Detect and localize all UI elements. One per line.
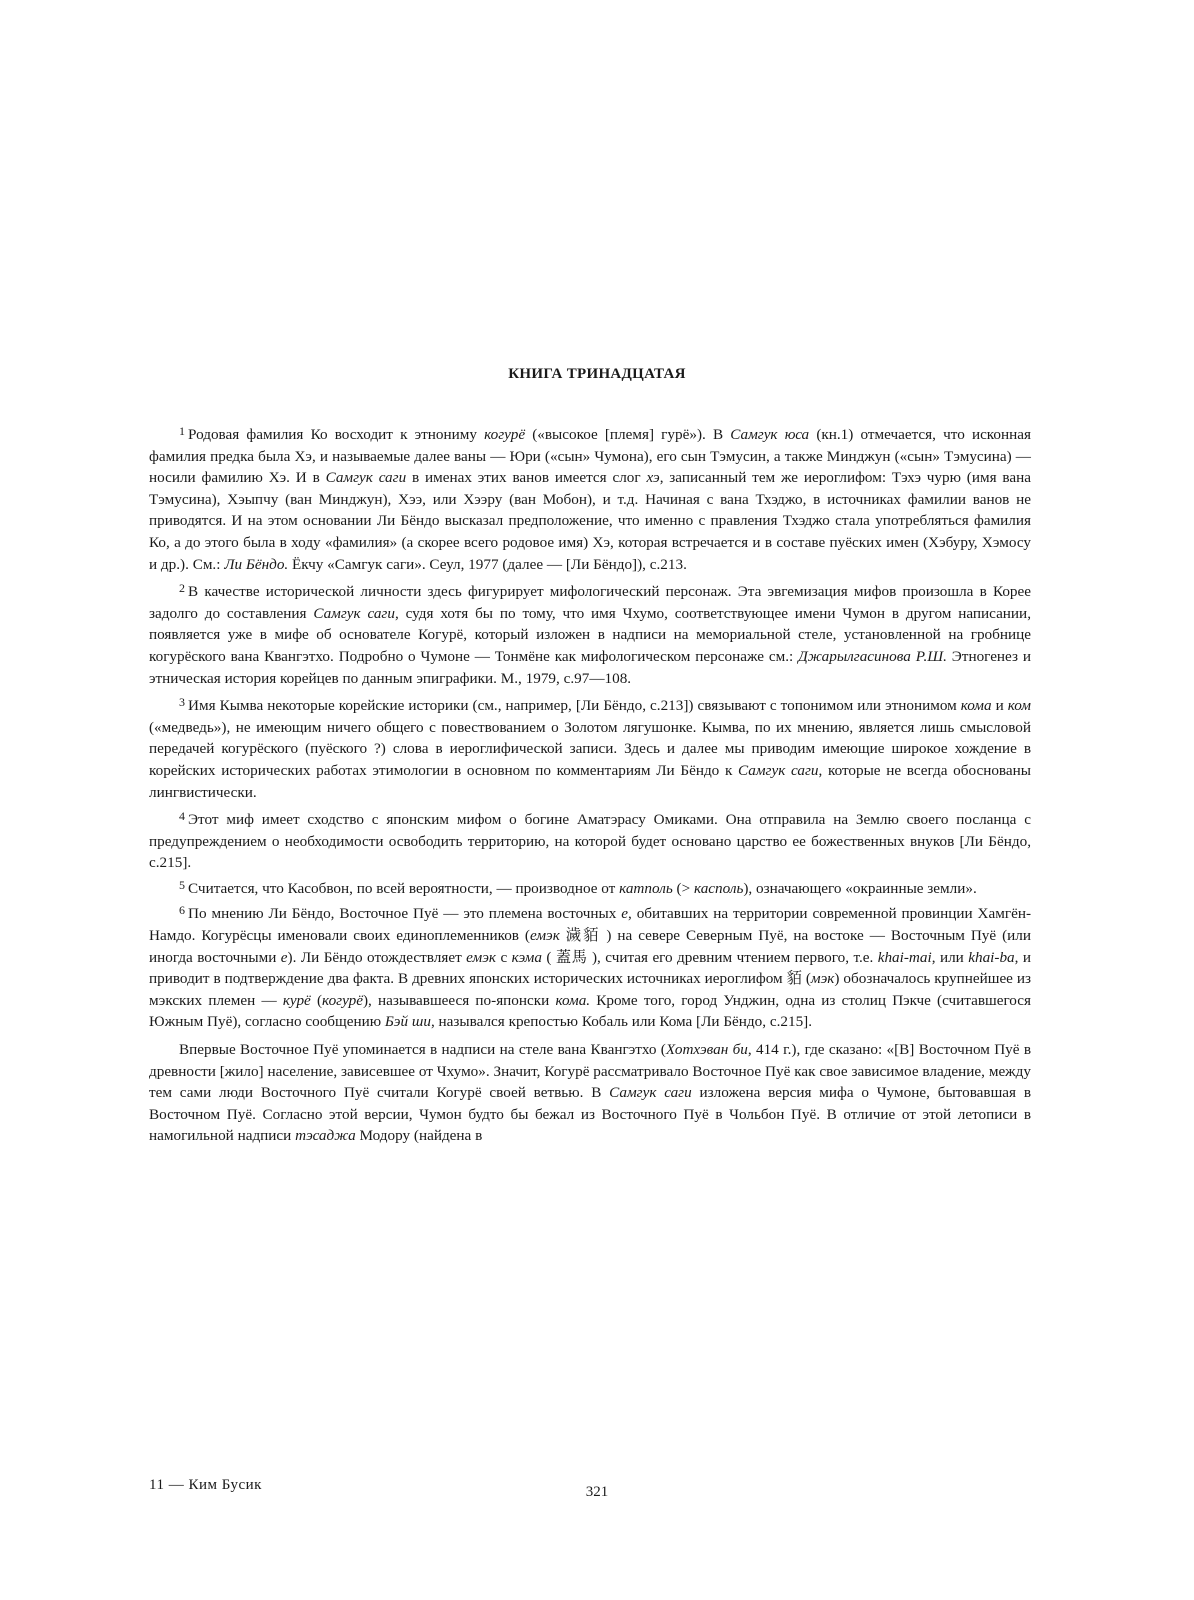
italic-term: мэк [810,970,835,988]
italic-term: тэсаджа [295,1127,356,1145]
footnote-4: $^4$ Этот миф имеет сходство с японским мифом о богине Аматэрасу Омиками. Она отправила на Землю своего посланца с предупреждением о необходимости освободить территорию, на которой будет основано царство ее божественных внуков [Ли Бёндо, с.215]. [149,809,1031,872]
footnote-5: $^5$ Считается, что Касобвон, по всей вероятности, — производное от катполь (> касполь), означающего «окраинные земли». [179,877,977,897]
footnotes-section [149,424,1031,1153]
italic-term: Хотхэван би [665,1041,748,1059]
footnote-number: 1 [179,424,185,438]
italic-term: ком [1007,697,1031,715]
italic-term: кома. [555,991,591,1009]
italic-term: емэк [529,927,560,945]
page-title: КНИГА ТРИНАДЦАТАЯ [508,366,686,382]
footnote-3: $^3$ Имя Кымва некоторые корейские историки (см., например, [Ли Бёндо, с.213]) связывают с топонимом или этнонимом кома и ком («медведь»), не имеющим ничего общего с повествованием о Золотом лягушонке. Кымва, по их мнению, является лишь смысловой передачей когурёского (пуёского ?) слова в иероглифической записи. Здесь и далее мы приводим имеющие широкое хождение в корейских исторических работах этимологии в основном по комментариям Ли Бёндо к Самгук саги, которые не всегда обоснованы лингвистически. [149,695,1031,801]
italic-term: Ли Бёндо. [224,555,289,573]
italic-term: курё [282,991,311,1009]
italic-term: когурё [484,426,526,443]
italic-term: Бэй ши [384,1013,431,1031]
italic-term: хэ [646,469,660,487]
signature-mark: 11 — Ким Бусик [149,1477,262,1493]
footnote-number: 3 [179,695,185,710]
italic-term: касполь [693,879,744,897]
italic-term: катполь [619,879,673,897]
italic-term: е [621,905,628,923]
italic-term: Самгук юса [730,426,810,443]
italic-term: Самгук саги [609,1084,692,1102]
italic-term: Самгук саги [325,469,407,487]
footnote-number: 2 [179,581,185,596]
italic-term: khai-ba [968,948,1015,966]
italic-term: Джарылгасинова Р.Ш. [798,647,947,665]
footnote-number: 6 [179,903,185,918]
italic-term: Самгук саги [313,604,395,622]
footnote-1: $^1$ Родовая фамилия Ко восходит к этнониму когурё («высокое [племя] гурё»). В Самгук юса (кн.1) отмечается, что исконная фамилия предка была Хэ, и называемые далее ваны — Юри («сын» Чумона), его сын Тэмусин, а также Минджун («сын» Тэмусина) — носили фамилию Хэ. И в Самгук саги в именах этих ванов имеется слог хэ, записанный тем же иероглифом: Тэхэ чурю (имя вана Тэмусина), Хэыпчу (ван Минджун), Хээ, или Хээру (ван Мобон), и т.д. Начиная с вана Тхэджо, в источниках фамилии ванов не приводятся. И на этом основании Ли Бёндо высказал предположение, что именно с правления Тхэджо стала употребляться фамилия Ко, а до этого была в ходу «фамилия» (а скорее всего родовое имя) Хэ, которая встречается и в составе пуёских имен (Хэбуру, Хэмосу и др.). См.: Ли Бёндо. Ёкчу «Самгук саги». Сеул, 1977 (далее — [Ли Бёндо]), с.213. [149,424,1031,573]
italic-term: Самгук саги [738,761,819,779]
italic-term: е [280,948,288,966]
footnote-2: $^2$ В качестве исторической личности здесь фигурирует мифологический персонаж. Эта эвгемизация мифов произошла в Корее задолго до составления Самгук саги, судя хотя бы по тому, что имя Чхумо, соответствующее имени Чумон в другом написании, появляется уже в мифе об основателе Когурё, который изложен в надписи на мемориальной стеле, установленной на гробнице когурёского вана Квангэтхо. Подробно о Чумоне — Тонмёне как мифологическом персонаже см.: Джарылгасинова Р.Ш. Этногенез и этническая история корейцев по данным эпиграфики. М., 1979, с.97—108. [149,581,1031,687]
page-number: 321 [585,1484,609,1500]
italic-term: когурё [322,991,363,1009]
italic-term: кэма [511,948,542,966]
italic-term: емэк [466,948,497,966]
italic-term: khai-mai [877,948,932,966]
footnote-6: $^6$ По мнению Ли Бёндо, Восточное Пуё — это племена восточных е, обитавших на территории современной провинции Хамгён-Намдо. Когурёсцы именовали своих единоплеменников (емэк 濊貊 ) на севере Северным Пуё, на востоке — Восточным Пуё (или иногда восточными е). Ли Бёндо отождествляет емэк с кэма ( 蓋馬 ), считая его древним чтением первого, т.е. khai-mai, или khai-ba, и приводит в подтверждение два факта. В древних японских исторических источниках иероглифом 貊 (мэк) обозначалось крупнейшее из мэкских племен — курё (когурё), называвшееся по-японски кома. Кроме того, город Унджин, одна из столиц Пэкче (считавшегося Южным Пуё), согласно сообщению Бэй ши, назывался крепостью Кобаль или Кома [Ли Бёндо, с.215]. [149,903,1032,1031]
italic-term: кома [960,697,992,715]
footnote-number: 4 [179,809,185,824]
footnote-continuation: Впервые Восточное Пуё упоминается в надписи на стеле вана Квангэтхо (Хотхэван би, 414 г.), где сказано: «[В] Восточном Пуё в древности [жило] население, зависевшее от Чхумо». Значит, Когурё рассматривало Восточное Пуё как свое зависимое владение, между тем сами люди Восточного Пуё считали Когурё своей ветвью. В Самгук саги изложена версия мифа о Чумоне, бытовавшая в Восточном Пуё. Согласно этой версии, Чумон будто бы бежал из Восточного Пуё в Чольбон Пуё. В отличие от этой летописи в намогильной надписи тэсаджа Модору (найдена в [149,1041,1032,1145]
footnote-number: 5 [179,877,185,892]
